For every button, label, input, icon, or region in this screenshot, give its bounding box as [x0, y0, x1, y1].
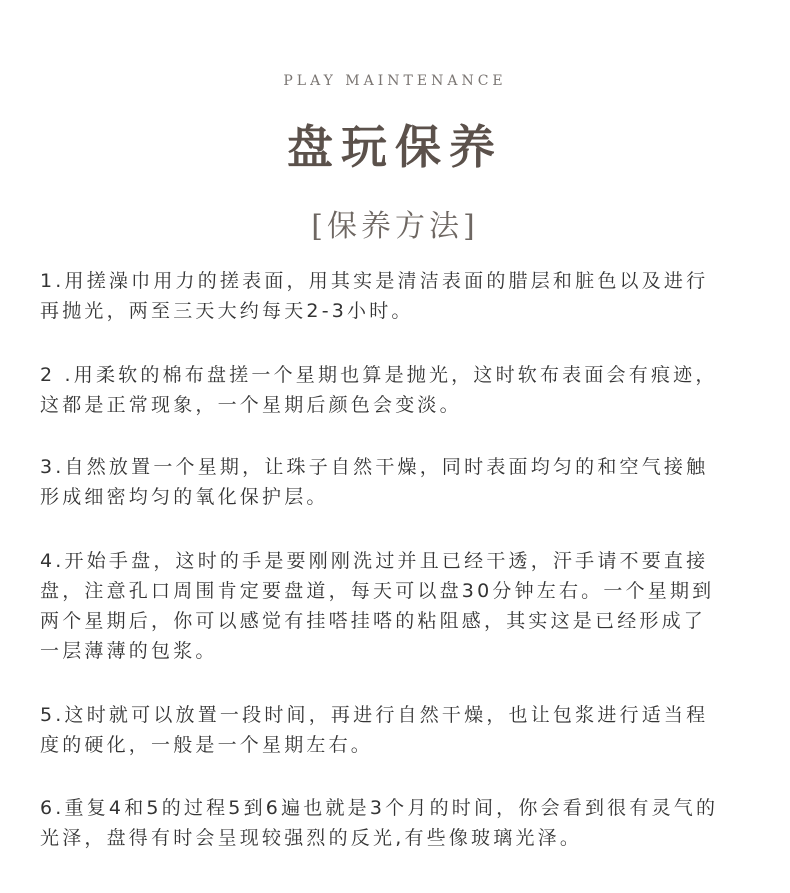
instruction-line: 3.自然放置一个星期，让珠子自然干燥，同时表面均匀的和空气接触	[40, 456, 709, 478]
instruction-line: 一层薄薄的包浆。	[40, 640, 218, 662]
instruction-line: 再抛光，两至三天大约每天2-3小时。	[40, 300, 414, 322]
instruction-step-4	[40, 546, 754, 666]
instruction-line: 两个星期后，你可以感觉有挂嗒挂嗒的粘阻感，其实这是已经形成了	[40, 610, 707, 632]
instruction-line: 5.这时就可以放置一段时间，再进行自然干燥，也让包浆进行适当程	[40, 704, 709, 726]
instruction-line: 光泽，盘得有时会呈现较强烈的反光,有些像玻璃光泽。	[40, 827, 583, 849]
instruction-step-2	[40, 360, 754, 420]
subtitle-text: 保养方法	[327, 209, 463, 244]
instruction-line: 度的硬化，一般是一个星期左右。	[40, 734, 374, 756]
instruction-line: 盘，注意孔口周围肯定要盘道，每天可以盘30分钟左右。一个星期到	[40, 580, 715, 602]
instruction-line: 这都是正常现象，一个星期后颜色会变淡。	[40, 394, 462, 416]
instruction-step-6	[40, 793, 754, 853]
instruction-line: 1.用搓澡巾用力的搓表面，用其实是清洁表面的腊层和脏色以及进行	[40, 270, 709, 292]
instruction-step-5	[40, 700, 754, 760]
instruction-step-1	[40, 266, 754, 326]
subtitle-close-bracket: ]	[463, 209, 479, 244]
instruction-line: 形成细密均匀的氧化保护层。	[40, 486, 329, 508]
instruction-line: 2 .用柔软的棉布盘搓一个星期也算是抛光，这时软布表面会有痕迹，	[40, 364, 718, 386]
instruction-line: 6.重复4和5的过程5到6遍也就是3个月的时间，你会看到很有灵气的	[40, 797, 719, 819]
section-subtitle	[0, 201, 790, 245]
page-title: 盘玩保养	[287, 120, 503, 174]
subtitle-open-bracket: [	[311, 209, 327, 244]
section-eyebrow: PLAY MAINTENANCE	[283, 73, 507, 89]
instruction-step-3	[40, 452, 754, 512]
instruction-line: 4.开始手盘，这时的手是要刚刚洗过并且已经干透，汗手请不要直接	[40, 550, 709, 572]
